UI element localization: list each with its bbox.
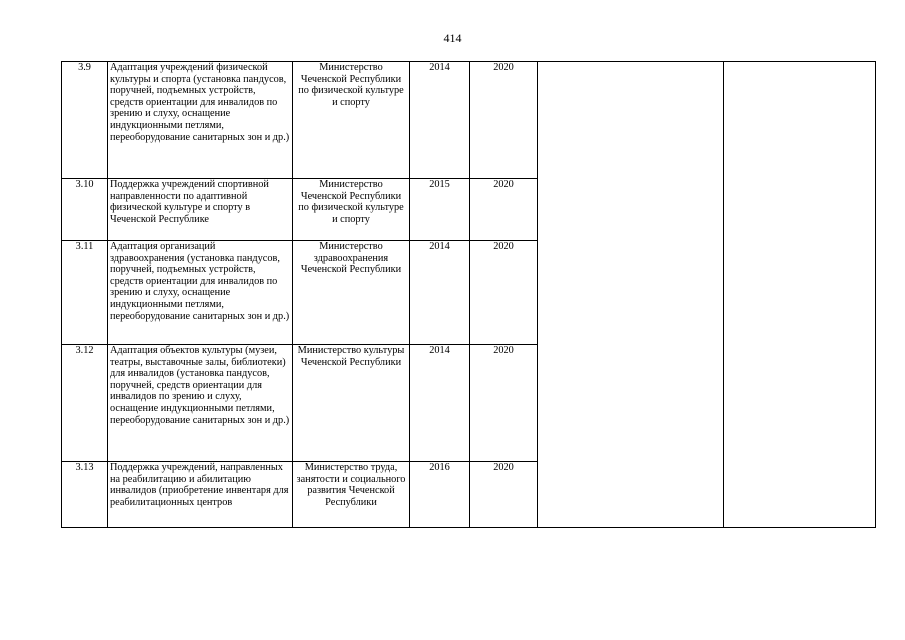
activity-name: Адаптация организаций здравоохранения (установка пандусов, поручней, подъемных устройств, средств ориентации для инвалидов по зрению и слуху, оснащение индукционными петлями, переоборудование санитарных зон и др.) xyxy=(108,241,293,345)
end-year: 2020 xyxy=(470,345,538,462)
responsible-executor: Министерство Чеченской Республики по физической культуре и спорту xyxy=(293,62,410,179)
responsible-executor: Министерство культуры Чеченской Республики xyxy=(293,345,410,462)
activity-name: Поддержка учреждений, направленных на реабилитацию и абилитацию инвалидов (приобретение инвентаря для реабилитационных центров xyxy=(108,462,293,528)
row-number: 3.13 xyxy=(62,462,108,528)
row-number: 3.12 xyxy=(62,345,108,462)
row-number: 3.9 xyxy=(62,62,108,179)
start-year: 2015 xyxy=(410,179,470,241)
responsible-executor: Министерство труда, занятости и социального развития Чеченской Республики xyxy=(293,462,410,528)
expected-result-cell xyxy=(538,62,724,528)
program-activities-table xyxy=(61,61,876,528)
start-year: 2014 xyxy=(410,345,470,462)
end-year: 2020 xyxy=(470,462,538,528)
activity-name: Адаптация объектов культуры (музеи, театры, выставочные залы, библиотеки) для инвалидов (установка пандусов, поручней, средств ориентации для инвалидов по зрению и слуху, оснащение индукционными петлями, переоборудование санитарных зон и др.) xyxy=(108,345,293,462)
end-year: 2020 xyxy=(470,62,538,179)
activity-name: Адаптация учреждений физической культуры и спорта (установка пандусов, поручней, подъемных устройств, средств ориентации для инвалидов по зрению и слуху, оснащение индукционными петлями, переоборудование санитарных зон и др.) xyxy=(108,62,293,179)
activity-name: Поддержка учреждений спортивной направленности по адаптивной физической культуре и спорту в Чеченской Республике xyxy=(108,179,293,241)
start-year: 2014 xyxy=(410,241,470,345)
start-year: 2014 xyxy=(410,62,470,179)
related-indicator-cell xyxy=(724,62,876,528)
responsible-executor: Министерство Чеченской Республики по физической культуре и спорту xyxy=(293,179,410,241)
end-year: 2020 xyxy=(470,241,538,345)
end-year: 2020 xyxy=(470,179,538,241)
responsible-executor: Министерство здравоохранения Чеченской Республики xyxy=(293,241,410,345)
row-number: 3.11 xyxy=(62,241,108,345)
table-row xyxy=(62,62,876,179)
page-number: 414 xyxy=(443,31,462,45)
start-year: 2016 xyxy=(410,462,470,528)
row-number: 3.10 xyxy=(62,179,108,241)
